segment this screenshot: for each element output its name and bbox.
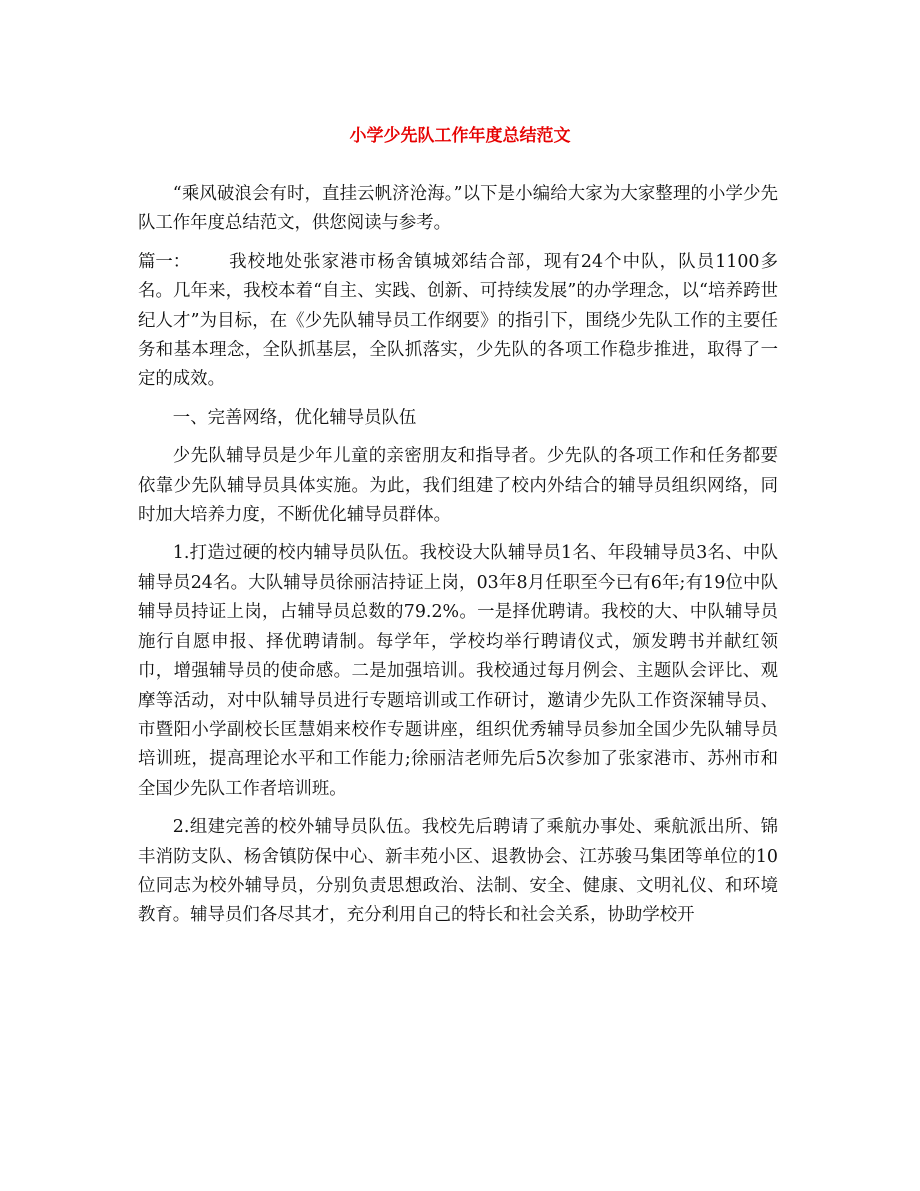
document-title: 小学少先队工作年度总结范文	[349, 126, 571, 146]
part1-label: 篇一：	[138, 251, 191, 272]
intro-paragraph: “乘风破浪会有时，直挂云帆济沧海。”以下是小编给大家为大家整理的小学少先队工作年度总结范文，供您阅读与参考。	[138, 184, 778, 234]
item1-paragraph: 1.打造过硬的校内辅导员队伍。我校设大队辅导员1名、年段辅导员3名、中队辅导员24名。大队辅导员徐丽洁持证上岗，03年8月任职至今已有6年;有19位中队辅导员持证上岗，占辅导员总数的79.2%。一是择优聘请。我校的大、中队辅导员施行自愿申报、择优聘请制。每学年，学校均举行聘请仪式，颁发聘书并献红领巾，增强辅导员的使命感。二是加强培训。我校通过每月例会、主题队会评比、观摩等活动，对中队辅导员进行专题培训或工作研讨，邀请少先队工作资深辅导员、市暨阳小学副校长匡慧娟来校作专题讲座，组织优秀辅导员参加全国少先队辅导员培训班，提高理论水平和工作能力;徐丽洁老师先后5次参加了张家港市、苏州市和全国少先队工作者培训班。	[138, 543, 778, 799]
item2-paragraph: 2.组建完善的校外辅导员队伍。我校先后聘请了乘航办事处、乘航派出所、锦丰消防支队、杨舍镇防保中心、新丰苑小区、退教协会、江苏骏马集团等单位的10位同志为校外辅导员，分别负责思想政治、法制、安全、健康、文明礼仪、和环境教育。辅导员们各尽其才，充分利用自己的特长和社会关系，协助学校开	[138, 817, 778, 926]
part1-text: 我校地处张家港市杨舍镇城郊结合部，现有24个中队，队员1100多名。几年来，我校本着“自主、实践、创新、可持续发展”的办学理念，以“培养跨世纪人才”为目标，在《少先队辅导员工作纲要》的指引下，围绕少先队工作的主要任务和基本理念，全队抓基层，全队抓落实，少先队的各项工作稳步推进，取得了一定的成效。	[138, 251, 778, 390]
document-body	[138, 180, 778, 940]
section1-heading: 一、完善网络，优化辅导员队伍	[172, 407, 417, 428]
part1-paragraph	[138, 248, 778, 395]
section1-paragraph: 少先队辅导员是少年儿童的亲密朋友和指导者。少先队的各项工作和任务都要依靠少先队辅导员具体实施。为此，我们组建了校内外结合的辅导员组织网络，同时加大培养力度，不断优化辅导员群体。	[138, 446, 778, 526]
